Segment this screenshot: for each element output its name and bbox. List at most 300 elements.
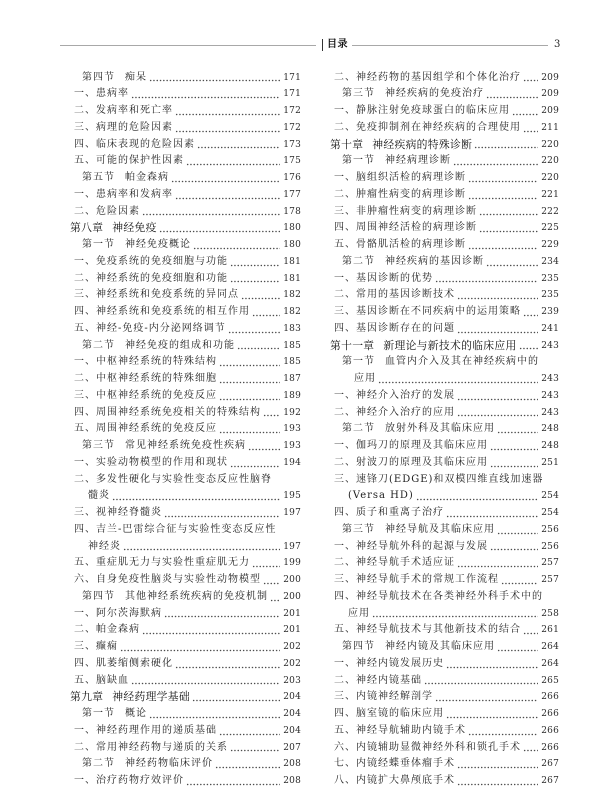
page-number: 192 <box>283 407 301 418</box>
section-number: 第三节 <box>342 523 375 535</box>
toc-item <box>70 254 301 271</box>
page-number: 208 <box>283 776 301 786</box>
toc-item <box>330 220 559 237</box>
item-title: 五、重症肌无力与实验性重症肌无力 <box>74 557 250 569</box>
page-number: 243 <box>541 390 559 401</box>
dot-leader <box>230 749 280 752</box>
toc-item <box>70 153 301 170</box>
dot-leader <box>457 783 538 786</box>
page-number: 229 <box>541 240 559 250</box>
dot-leader <box>457 398 538 401</box>
toc-section <box>70 706 301 723</box>
item-label <box>74 287 239 304</box>
item-title: 四、周围神经活检的病理诊断 <box>334 222 477 234</box>
item-title: 四、基因诊断存在的问题 <box>334 322 455 334</box>
toc-section <box>70 170 301 187</box>
continuation-label <box>88 488 110 505</box>
item-label <box>334 740 521 757</box>
page-number: 202 <box>283 642 301 652</box>
section-title: 神经导航及其临床应用 <box>385 523 495 535</box>
page-number: 267 <box>541 759 559 770</box>
item-title: 三、中枢神经系统的免疫反应 <box>74 389 217 401</box>
page-number: 239 <box>541 307 559 317</box>
item-title: 二、中枢神经系统的特殊细胞 <box>74 373 217 384</box>
dot-leader <box>512 113 538 116</box>
toc-item <box>70 555 301 572</box>
page-number: 257 <box>541 558 559 569</box>
item-title: 一、神经导航外科的起源与发展 <box>334 540 488 552</box>
toc-section <box>330 522 559 539</box>
item-label <box>74 271 228 288</box>
item-label <box>74 354 217 371</box>
item-label <box>334 70 521 87</box>
toc-item <box>330 204 559 221</box>
section-label <box>82 237 191 254</box>
item-label <box>334 287 455 304</box>
item-title: 六、自身免疫性脑炎与实验性动物模型 <box>74 574 261 585</box>
dot-leader <box>486 96 538 99</box>
toc-item <box>70 505 301 522</box>
dot-leader <box>446 666 538 669</box>
dot-leader <box>468 733 538 736</box>
dot-leader <box>523 749 538 752</box>
page-number: 204 <box>283 709 301 719</box>
page-number: 185 <box>283 357 301 368</box>
continuation-label <box>88 539 121 556</box>
item-title: 五、周围神经系统的免疫反应 <box>74 423 217 435</box>
header-separator <box>322 39 323 51</box>
section-label <box>82 706 147 723</box>
toc-item <box>330 287 559 304</box>
section-label <box>82 589 268 606</box>
dot-leader <box>193 247 280 250</box>
toc-item <box>330 405 559 422</box>
toc-section <box>330 354 559 371</box>
item-label <box>334 438 488 455</box>
dot-leader <box>468 247 538 250</box>
title-continuation: 应用 <box>348 607 370 619</box>
dot-leader <box>490 448 538 451</box>
item-title: 一、阿尔茨海默病 <box>74 607 162 619</box>
dot-leader <box>457 414 538 417</box>
dot-leader <box>490 548 538 551</box>
dot-leader <box>523 632 538 635</box>
dot-leader <box>149 716 280 719</box>
item-title: 二、肿瘤性病变的病理诊断 <box>334 188 466 200</box>
toc-item <box>330 555 559 572</box>
page-number: 267 <box>541 776 559 786</box>
page-number: 197 <box>283 541 301 552</box>
toc-section <box>70 756 301 773</box>
dot-leader <box>219 381 280 384</box>
item-title: 七、内镜经蝶垂体瘤手术 <box>334 758 455 770</box>
page-number: 189 <box>283 390 301 401</box>
section-label <box>342 254 484 271</box>
item-label <box>334 204 477 221</box>
page-number: 251 <box>541 457 559 468</box>
item-label <box>334 622 521 639</box>
item-label <box>74 405 261 422</box>
toc-item <box>330 271 559 288</box>
dot-leader <box>457 766 538 769</box>
dot-leader <box>149 79 280 82</box>
dot-leader <box>446 515 538 518</box>
item-title: 一、治疗药物疗效评价 <box>74 775 184 786</box>
section-number: 第五节 <box>82 172 115 183</box>
page-number: 182 <box>283 307 301 317</box>
chapter-label <box>70 220 157 237</box>
toc-item <box>330 706 559 723</box>
title-continuation: 髓炎 <box>88 490 110 502</box>
item-label <box>74 137 195 154</box>
chapter-title: 新理论与新技术的临床应用 <box>383 338 517 352</box>
dot-leader <box>519 347 539 350</box>
item-label <box>74 254 228 271</box>
item-label <box>334 673 422 690</box>
item-title: 二、发病率和死亡率 <box>74 105 173 116</box>
item-label <box>74 153 184 170</box>
item-title: 三、癫痫 <box>74 641 118 652</box>
item-label <box>74 673 129 690</box>
page-number: 181 <box>283 256 301 267</box>
item-label <box>74 371 217 388</box>
dot-leader <box>523 79 538 82</box>
toc-item <box>330 438 559 455</box>
item-label <box>74 555 250 572</box>
item-label <box>74 723 217 740</box>
page-number: 221 <box>541 189 559 200</box>
toc-item <box>70 405 301 422</box>
chapter-label <box>330 338 517 355</box>
toc-section <box>70 589 301 606</box>
page-number: 182 <box>283 290 301 301</box>
item-title: 一、中枢神经系统的特殊结构 <box>74 356 217 368</box>
continuation-label <box>348 606 370 623</box>
item-label <box>334 472 543 489</box>
item-label <box>334 271 433 288</box>
page-number: 243 <box>541 407 559 418</box>
chapter-number: 第十一章 <box>330 338 375 352</box>
dot-leader <box>252 314 280 317</box>
item-label <box>334 589 543 606</box>
item-label <box>334 170 466 187</box>
dot-leader <box>142 213 280 216</box>
continuation-label <box>348 488 414 505</box>
toc-item <box>330 321 559 338</box>
dot-leader <box>446 716 538 719</box>
toc-item <box>330 70 559 87</box>
item-label <box>334 405 455 422</box>
page-number: 265 <box>541 675 559 686</box>
dot-leader <box>186 163 280 166</box>
dot-leader <box>523 130 538 133</box>
page-number: 178 <box>283 206 301 217</box>
page-number: 172 <box>283 106 301 116</box>
section-number: 第二节 <box>342 255 375 267</box>
item-title: 四、周围神经系统免疫相关的特殊结构 <box>74 406 261 418</box>
page-number: 185 <box>283 340 301 351</box>
toc-item <box>70 455 301 472</box>
section-label <box>82 756 213 773</box>
item-title: 三、非肿瘤性病变的病理诊断 <box>334 205 477 217</box>
page-number: 220 <box>541 173 559 183</box>
toc-item-continued <box>70 488 301 505</box>
item-label <box>334 505 444 522</box>
dot-leader <box>457 297 538 300</box>
title-continuation: 应用 <box>354 373 376 384</box>
section-label <box>342 86 484 103</box>
item-title: 二、危险因素 <box>74 205 140 217</box>
item-title: 二、神经介入治疗的应用 <box>334 406 455 418</box>
toc-item <box>70 773 301 790</box>
dot-leader <box>175 666 280 669</box>
toc-item <box>70 86 301 103</box>
page-number: 200 <box>283 591 301 602</box>
toc-item <box>330 539 559 556</box>
page-number: 195 <box>283 491 301 502</box>
page-number: 209 <box>541 89 559 100</box>
page-number: 254 <box>541 491 559 502</box>
toc-item <box>70 656 301 673</box>
dot-leader <box>230 280 280 283</box>
item-title: 四、吉兰-巴雷综合征与实验性变态反应性 <box>74 523 277 535</box>
item-title: 五、神经-免疫-内分泌网络调节 <box>74 322 226 334</box>
dot-leader <box>372 615 538 618</box>
title-continuation: 神经炎 <box>88 540 121 552</box>
dot-leader <box>416 498 538 501</box>
page-number: 211 <box>541 122 559 133</box>
item-label <box>334 321 455 338</box>
item-label <box>74 455 228 472</box>
item-title: 一、患病率和发病率 <box>74 188 173 200</box>
item-title: 五、神经导航技术与其他新技术的结合 <box>334 624 521 636</box>
section-number: 第四节 <box>82 71 115 83</box>
page-number: 171 <box>283 89 301 100</box>
page-number: 200 <box>283 575 301 585</box>
dot-leader <box>164 515 280 518</box>
toc-chapter <box>70 689 301 706</box>
item-title: 四、神经系统和免疫系统的相互作用 <box>74 306 250 317</box>
page-number: 171 <box>283 72 301 83</box>
section-title: 神经免疫概论 <box>125 239 191 250</box>
page-number: 220 <box>541 139 559 150</box>
toc-section <box>70 237 301 254</box>
item-title: 四、临床表现的危险因素 <box>74 138 195 150</box>
toc-section <box>330 421 559 438</box>
section-title: 常见神经系统免疫性疾病 <box>125 440 246 451</box>
page-number: 258 <box>541 608 559 619</box>
item-label <box>74 120 173 137</box>
dot-leader <box>175 130 280 133</box>
dot-leader <box>457 331 538 334</box>
toc-item <box>330 589 559 606</box>
item-title: 一、伽玛刀的原理及其临床应用 <box>334 440 488 451</box>
page-number: 180 <box>283 240 301 250</box>
toc-item <box>70 371 301 388</box>
item-label <box>334 555 455 572</box>
toc-item <box>70 287 301 304</box>
dot-leader <box>424 682 538 685</box>
section-title: 神经病理诊断 <box>385 155 451 167</box>
item-label <box>74 187 173 204</box>
item-title: 二、神经药物的基因组学和个体化治疗 <box>334 71 521 83</box>
toc-item <box>330 472 559 489</box>
toc-item <box>70 204 301 221</box>
item-label <box>334 689 433 706</box>
item-title: 二、多发性硬化与实验性变态反应性脑脊 <box>74 473 272 485</box>
header-title: 目录 <box>327 39 348 50</box>
item-label <box>334 706 444 723</box>
dot-leader <box>175 113 280 116</box>
toc-item <box>330 572 559 589</box>
toc-item <box>330 187 559 204</box>
toc-section <box>330 639 559 656</box>
dot-leader <box>215 766 280 769</box>
section-number: 第二节 <box>342 423 375 435</box>
item-label <box>334 237 466 254</box>
page-number: 264 <box>541 658 559 669</box>
chapter-title: 神经药理学基础 <box>112 690 190 704</box>
title-continuation: (Versa HD) <box>348 490 414 502</box>
dot-leader <box>474 146 538 149</box>
toc-section <box>330 153 559 170</box>
toc-item <box>330 773 559 790</box>
item-title: 一、神经药理作用的递质基础 <box>74 724 217 736</box>
page-number: 181 <box>283 273 301 284</box>
section-title: 神经疾病的免疫治疗 <box>385 88 484 100</box>
page-number: 193 <box>283 424 301 435</box>
item-label <box>334 455 488 472</box>
dot-leader <box>479 213 538 216</box>
toc-item-continued <box>70 539 301 556</box>
page-number: 248 <box>541 441 559 451</box>
page-number: 264 <box>541 642 559 652</box>
page-number: 187 <box>283 374 301 384</box>
item-title: 二、常用神经药物与递质的关系 <box>74 741 228 753</box>
dot-leader <box>248 448 280 451</box>
item-label <box>74 103 173 120</box>
item-title: 四、肌萎缩侧索硬化 <box>74 657 173 669</box>
dot-leader <box>186 783 280 786</box>
toc-item <box>70 572 301 589</box>
item-label <box>74 304 250 321</box>
chapter-number: 第九章 <box>70 690 104 704</box>
item-title: 三、视神经脊髓炎 <box>74 507 162 518</box>
page-number: 254 <box>541 508 559 518</box>
item-title: 四、神经导航技术在各类神经外科手术中的 <box>334 590 543 602</box>
item-label <box>334 187 466 204</box>
toc-item <box>70 606 301 623</box>
toc-item <box>330 505 559 522</box>
page-number: 199 <box>283 558 301 569</box>
item-title: 六、内镜辅助显微神经外科和锁孔手术 <box>334 741 521 753</box>
toc-section <box>330 254 559 271</box>
toc-item <box>330 455 559 472</box>
item-title: 二、神经系统的免疫细胞和功能 <box>74 272 228 284</box>
section-number: 第四节 <box>82 590 115 602</box>
section-title: 痴呆 <box>125 71 147 83</box>
page-number: 193 <box>283 441 301 451</box>
section-label <box>82 438 246 455</box>
toc-section <box>70 338 301 355</box>
page-number: 175 <box>283 156 301 167</box>
item-title: 五、脑缺血 <box>74 674 129 686</box>
dot-leader <box>497 649 538 652</box>
item-label <box>334 773 455 790</box>
dot-leader <box>435 699 538 702</box>
item-label <box>334 539 488 556</box>
section-label <box>342 421 495 438</box>
toc-chapter <box>330 338 559 355</box>
toc-item <box>70 522 301 539</box>
page-number: 207 <box>283 742 301 753</box>
section-label <box>82 170 169 187</box>
page-number: 235 <box>541 290 559 301</box>
dot-leader <box>497 431 538 434</box>
item-label <box>74 622 140 639</box>
page-number: 173 <box>283 139 301 150</box>
item-label <box>334 304 521 321</box>
item-title: 一、基因诊断的优势 <box>334 272 433 284</box>
dot-leader <box>123 548 280 551</box>
toc-item <box>330 622 559 639</box>
section-number: 第四节 <box>342 641 375 652</box>
dot-leader <box>230 465 280 468</box>
page-number: 204 <box>283 725 301 736</box>
item-label <box>74 656 173 673</box>
page-number: 257 <box>541 575 559 585</box>
item-label <box>74 321 226 338</box>
header-rule-left <box>60 45 316 46</box>
page-number: 203 <box>283 675 301 686</box>
section-label <box>82 338 235 355</box>
toc-item <box>330 656 559 673</box>
dot-leader <box>219 733 280 736</box>
item-label <box>74 505 162 522</box>
toc-item <box>70 639 301 656</box>
item-title: 一、神经介入治疗的发展 <box>334 389 455 401</box>
section-title: 放射外科及其临床应用 <box>385 423 495 435</box>
item-label <box>334 120 521 137</box>
dot-leader <box>230 264 280 267</box>
toc-item <box>330 689 559 706</box>
page-number: 209 <box>541 72 559 83</box>
page-number: 266 <box>541 725 559 736</box>
page-number: 220 <box>541 156 559 167</box>
continuation-label <box>354 371 376 388</box>
chapter-number: 第八章 <box>70 221 104 235</box>
dot-leader <box>523 314 538 317</box>
item-title: 五、可能的保护性因素 <box>74 155 184 167</box>
toc-item <box>70 187 301 204</box>
section-number: 第一节 <box>342 155 375 167</box>
toc-item <box>70 740 301 757</box>
item-title: 一、免疫系统的免疫细胞与功能 <box>74 255 228 267</box>
dot-leader <box>171 180 280 183</box>
page-number: 172 <box>283 122 301 133</box>
toc-item <box>330 388 559 405</box>
toc-item <box>330 103 559 120</box>
toc-item <box>330 673 559 690</box>
toc-item <box>70 304 301 321</box>
dot-leader <box>219 398 280 401</box>
toc-item-continued <box>330 606 559 623</box>
dot-leader <box>497 532 538 535</box>
item-title: 三、内镜神经解剖学 <box>334 691 433 703</box>
item-title: 一、患病率 <box>74 88 129 100</box>
page-number: 201 <box>283 608 301 619</box>
item-label <box>74 639 118 656</box>
